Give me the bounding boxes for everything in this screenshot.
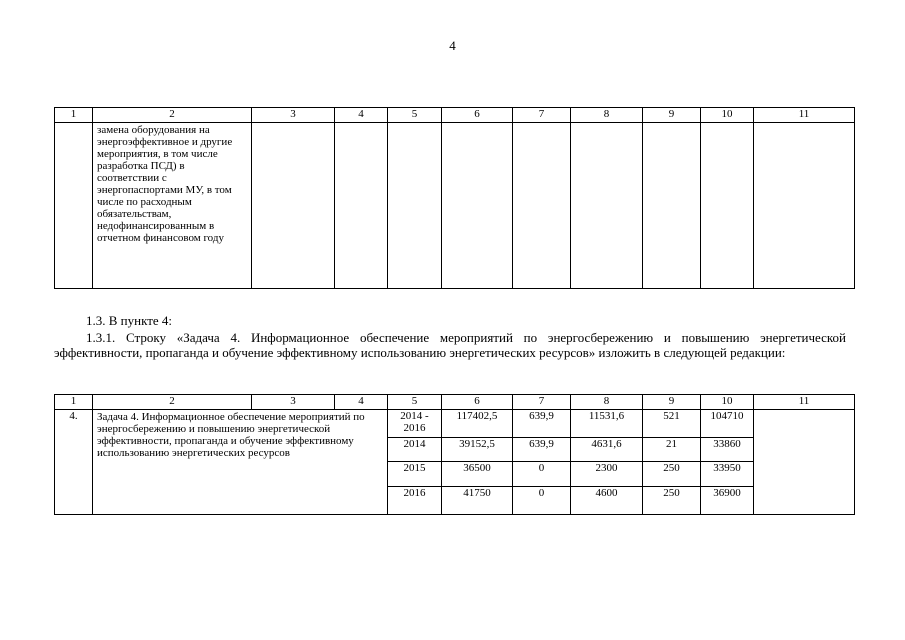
table-cell — [252, 123, 335, 289]
section-body — [54, 330, 846, 360]
period-cell: 2014 - 2016 — [388, 410, 442, 438]
value-cell: 521 — [643, 410, 701, 438]
value-cell: 104710 — [701, 410, 754, 438]
task-4-table — [54, 394, 855, 515]
period-cell: 2015 — [388, 462, 442, 487]
value-cell: 33860 — [701, 438, 754, 462]
column-header: 7 — [513, 395, 571, 410]
column-header: 6 — [442, 108, 513, 123]
value-cell: 36500 — [442, 462, 513, 487]
table-cell — [442, 123, 513, 289]
column-header: 4 — [335, 395, 388, 410]
task-number: 4. — [55, 410, 93, 515]
table-row — [55, 410, 855, 438]
table-cell — [754, 123, 855, 289]
value-cell: 250 — [643, 487, 701, 515]
value-cell: 250 — [643, 462, 701, 487]
continuation-table — [54, 107, 855, 289]
table-cell — [335, 123, 388, 289]
column-header: 3 — [252, 108, 335, 123]
column-header: 10 — [701, 108, 754, 123]
column-header: 11 — [754, 108, 855, 123]
column-header: 1 — [55, 395, 93, 410]
period-cell: 2016 — [388, 487, 442, 515]
section-heading — [54, 313, 846, 328]
table-cell — [55, 123, 93, 289]
value-cell: 39152,5 — [442, 438, 513, 462]
table-cell — [643, 123, 701, 289]
section-body-text: 1.3.1. Строку «Задача 4. Информационное обеспечение мероприятий по энергосбережению и повышению энергетической эффективности, пропаганда и обучение эффективному использованию энергетических ресурсов» изложить в следующей редакции: — [54, 330, 846, 360]
page-number: 4 — [449, 38, 456, 53]
value-cell: 4631,6 — [571, 438, 643, 462]
table-header-row — [55, 108, 855, 123]
column-header: 5 — [388, 395, 442, 410]
column-header: 9 — [643, 395, 701, 410]
table-cell — [701, 123, 754, 289]
table-cell — [388, 123, 442, 289]
value-cell: 0 — [513, 487, 571, 515]
table-cell — [571, 123, 643, 289]
table-cell — [513, 123, 571, 289]
column-header: 1 — [55, 108, 93, 123]
table-cell — [754, 410, 855, 515]
value-cell: 41750 — [442, 487, 513, 515]
value-cell: 21 — [643, 438, 701, 462]
task-description: Задача 4. Информационное обеспечение мероприятий по энергосбережению и повышению энергетической эффективности, пропаганда и обучение эффективному использованию энергетических ресурсов — [93, 410, 388, 515]
value-cell: 2300 — [571, 462, 643, 487]
continuation-description: замена оборудования на энергоэффективное и другие мероприятия, в том числе разработка ПСД) в соответствии с энергопаспортами МУ, в том числе по расходным обязательствам, недофинансированным в отчетном финансовом году — [93, 123, 252, 289]
column-header: 5 — [388, 108, 442, 123]
column-header: 9 — [643, 108, 701, 123]
column-header: 3 — [252, 395, 335, 410]
value-cell: 639,9 — [513, 438, 571, 462]
column-header: 8 — [571, 395, 643, 410]
column-header: 6 — [442, 395, 513, 410]
value-cell: 639,9 — [513, 410, 571, 438]
value-cell: 117402,5 — [442, 410, 513, 438]
value-cell: 11531,6 — [571, 410, 643, 438]
value-cell: 33950 — [701, 462, 754, 487]
column-header: 4 — [335, 108, 388, 123]
table-header-row — [55, 395, 855, 410]
column-header: 10 — [701, 395, 754, 410]
value-cell: 4600 — [571, 487, 643, 515]
column-header: 2 — [93, 108, 252, 123]
value-cell: 0 — [513, 462, 571, 487]
column-header: 2 — [93, 395, 252, 410]
period-cell: 2014 — [388, 438, 442, 462]
table-row — [55, 123, 855, 289]
section-heading-text: 1.3. В пункте 4: — [86, 313, 173, 328]
value-cell: 36900 — [701, 487, 754, 515]
column-header: 11 — [754, 395, 855, 410]
column-header: 8 — [571, 108, 643, 123]
column-header: 7 — [513, 108, 571, 123]
